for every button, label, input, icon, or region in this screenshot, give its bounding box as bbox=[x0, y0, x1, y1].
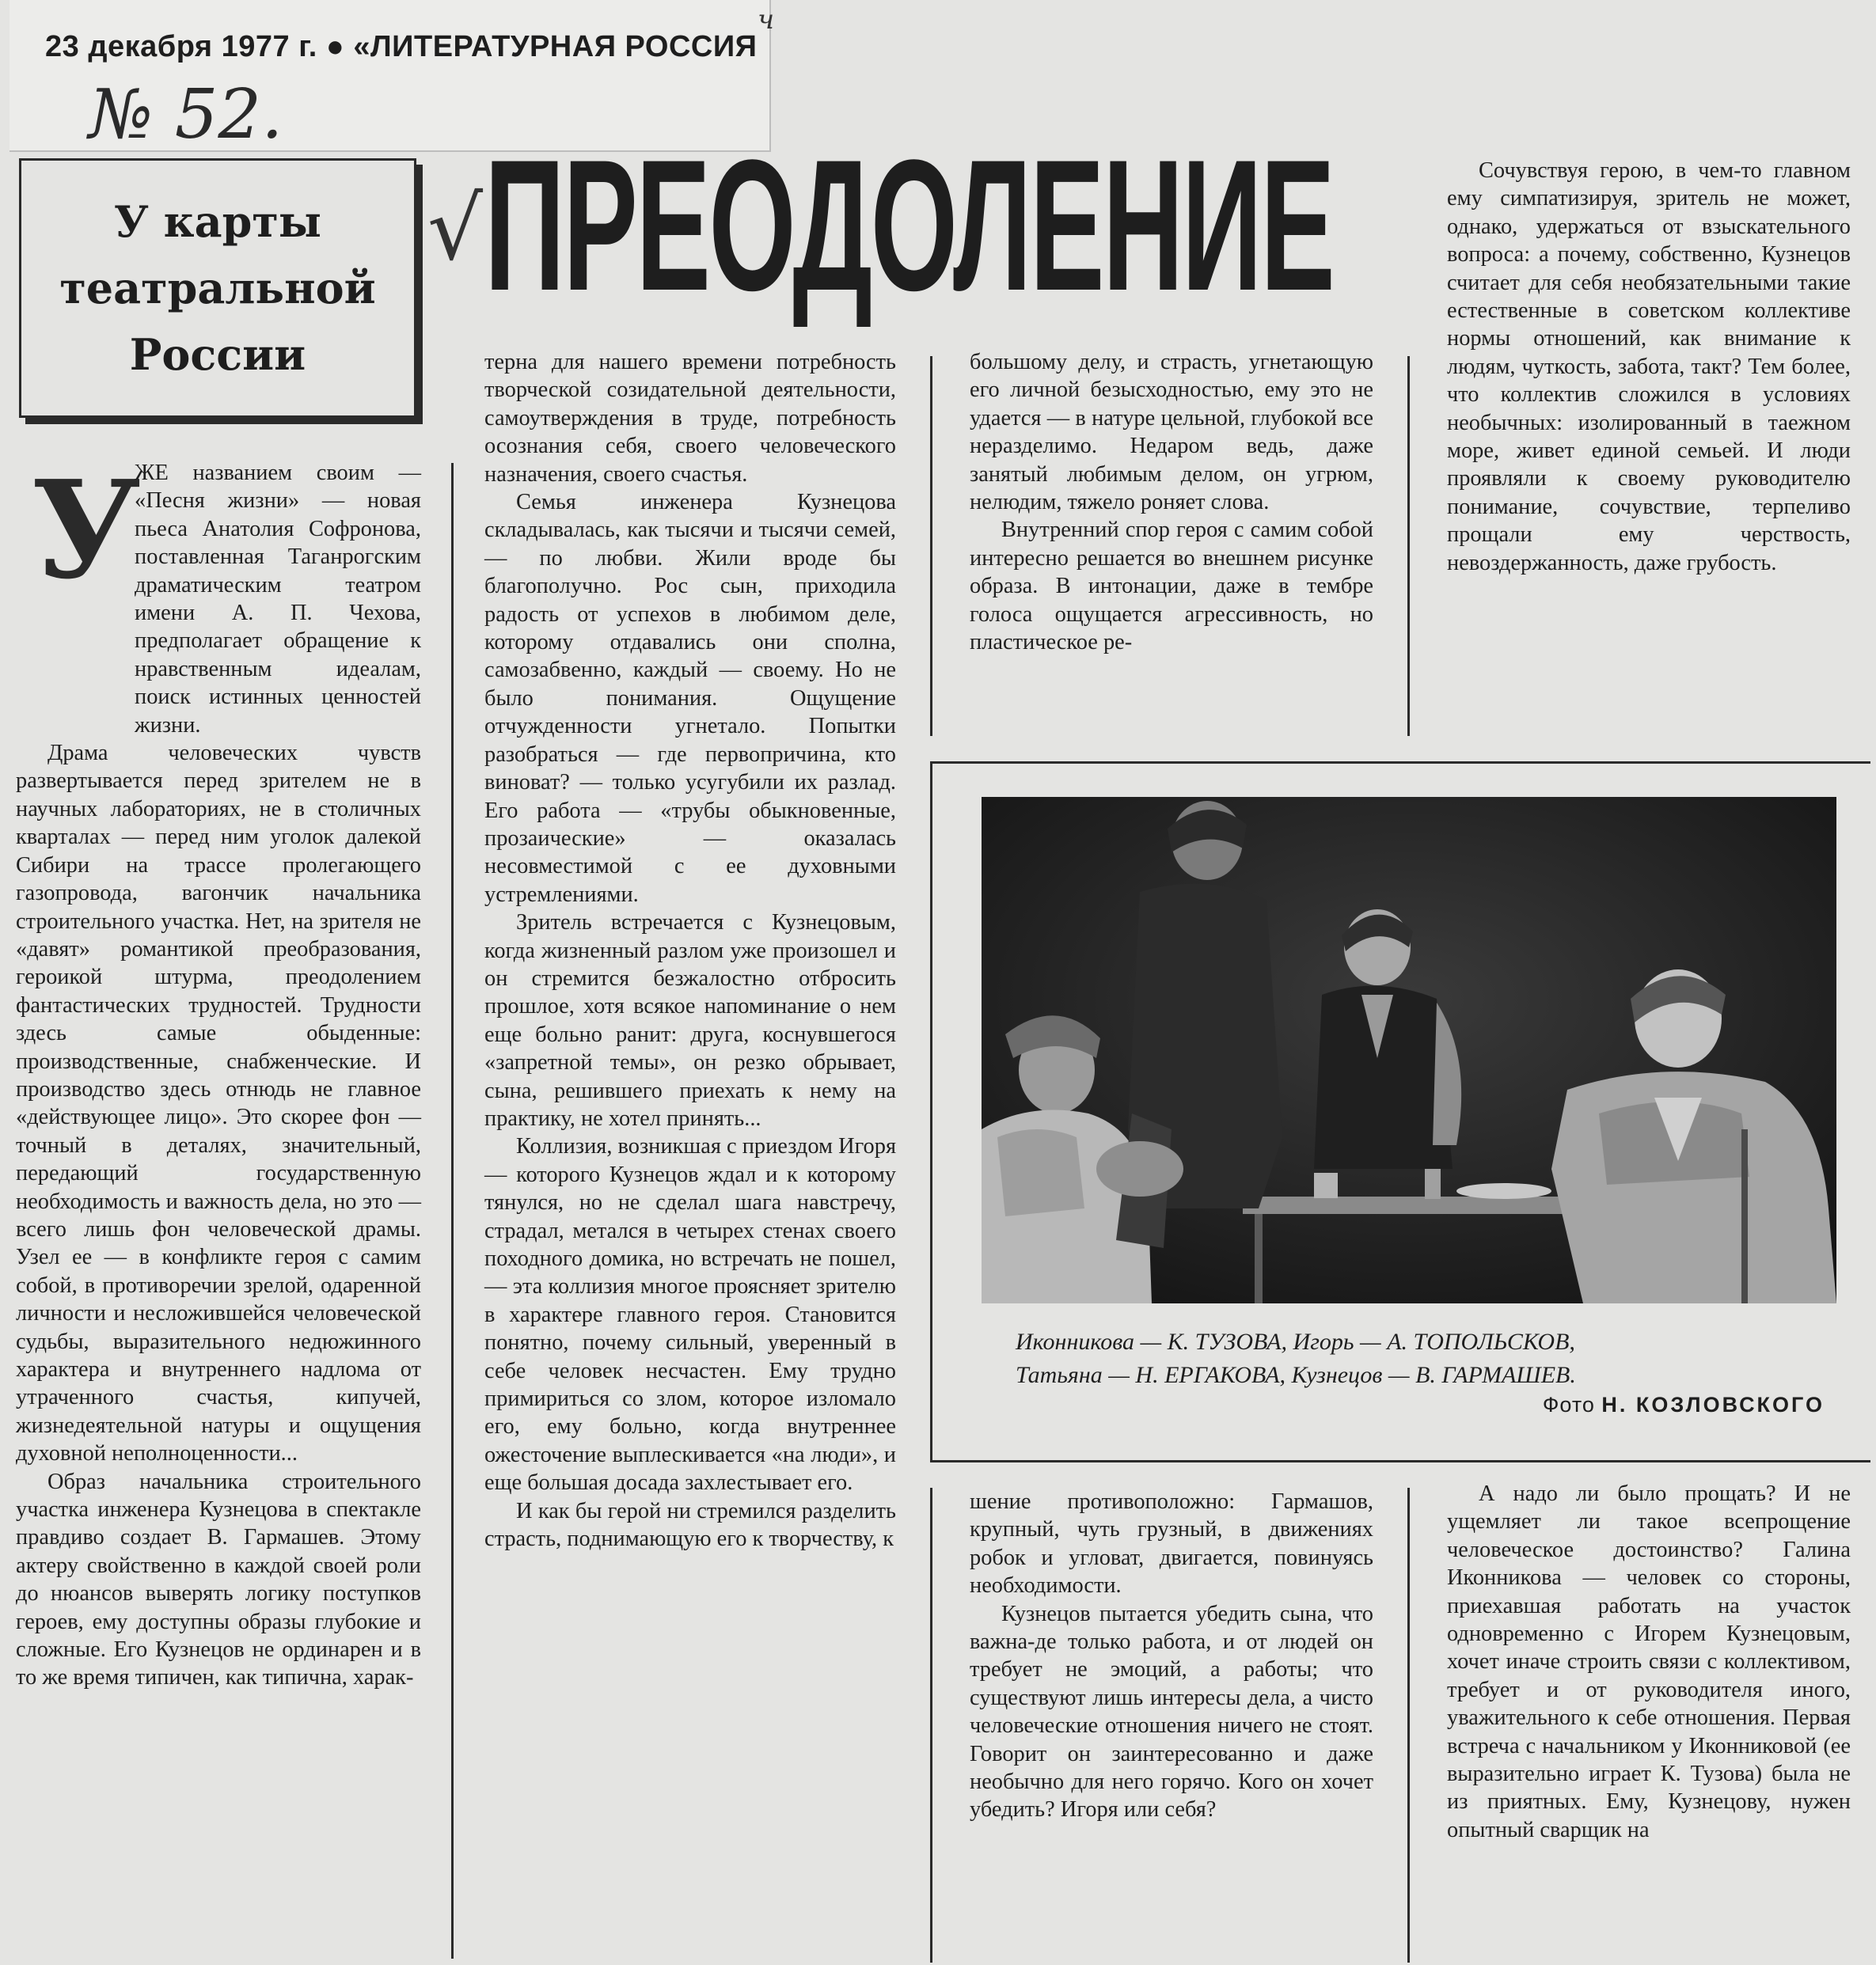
handwritten-corner-mark: ч bbox=[758, 4, 775, 36]
article-headline: ПРЕОДОЛЕНИЕ bbox=[484, 121, 1334, 330]
photo-credit bbox=[1543, 1393, 1825, 1417]
col3b-paragraph: Кузнецов пытается убедить сына, что важна-де только работа, и от людей он требует не эмоций, а работы; что существуют лишь интересы дела, а чисто человеческие отношения ничего не стоят. Говорит он заинтересованно и даже необычно для него горячо. Кого он хочет убедить? Игоря или себя? bbox=[970, 1601, 1373, 1823]
column-rule bbox=[930, 1488, 932, 1963]
column-rule bbox=[930, 356, 932, 736]
column-2 bbox=[484, 348, 896, 1963]
plate bbox=[1456, 1183, 1551, 1199]
table-leg bbox=[1255, 1214, 1263, 1303]
cup bbox=[1314, 1173, 1338, 1198]
col4b-paragraph: А надо ли было прощать? И не ущемляет ли такое всепрощение человеческое достоинство? Галина Иконникова — человек со стороны, приехавшая работать на участок одновременно с Игорем Кузнецовым, хочет иначе строить связи с коллективом, требует и от руководителя иного, уважительного к себе отношения. Первая встреча с начальником у Иконниковой (ее выразительно играет К. Тузова) была не из приятных. Ему, Кузнецову, нужен опытный сварщик на bbox=[1447, 1481, 1851, 1842]
column-4-top bbox=[1447, 157, 1851, 742]
column-3-top bbox=[970, 348, 1373, 736]
col3b-paragraph: шение противоположно: Гармашов, крупный, чуть грузный, в движениях робок и угловат, двигается, повинуясь необходимости. bbox=[970, 1489, 1373, 1599]
handwritten-issue-number: № 52. bbox=[89, 75, 283, 154]
column-1 bbox=[16, 451, 421, 1963]
col1-paragraph: Драма человеческих чувств развертывается перед зрителем не в научных лабораториях, не в столичных кварталах — перед ним уголок далекой Сибири на трассе пролегающего газопровода, вагончик начальника строительного участка. Нет, на зрителя не «давят» романтикой преобразования, героикой штурма, преодолением фантастических трудностей. Трудности здесь самые обыденные: производственные, снабженческие. И производство здесь отнюдь не главное «действующее лицо». Это скорее фон — точный в деталях, значительный, передающий государственную необходимость и важность дела, но это — всего лишь фон человеческой драмы. Узел ее — в конфликте героя с самим собой, в противоречии зрелой, одаренной личности и несложившейся человеческой судьбы, выразительного недюжинного характера и внутреннего надлома от утраченного счастья, кипучей, жизнедеятельной натуры и ощущения духовной неполноценности... bbox=[16, 741, 421, 1466]
column-rule bbox=[1407, 1488, 1410, 1963]
stage-photo-image bbox=[982, 797, 1836, 1303]
hat bbox=[1096, 1141, 1183, 1197]
stage-photo bbox=[982, 797, 1836, 1303]
photo-credit-name: Н. КОЗЛОВСКОГО bbox=[1601, 1393, 1825, 1417]
col2-paragraph: Коллизия, возникшая с приездом Игоря — которого Кузнецов ждал и к которому тянулся, но не сделал шага навстречу, страдал, метался в четырех стенах своего походного домика, но встречать не пошел, — эта коллизия многое проясняет зрителю в характере главного героя. Становится понятно, почему сильный, уверенный в себе человек несчастен. Ему трудно примириться со злом, которое изломало его, ему больно, когда внутреннее ожесточение выплескивается «на люди», и еще большая досада захлестывает его. bbox=[484, 1134, 896, 1496]
column-rule bbox=[451, 463, 454, 1959]
column-rule bbox=[1407, 356, 1410, 736]
handwritten-check-mark: √ bbox=[427, 178, 484, 279]
col4-paragraph: Сочувствуя герою, в чем-то главном ему симпатизируя, зритель не может, однако, удержаться от взыскательного вопроса: а почему, собственно, Кузнецов считает для себя необязательными такие естественные в советском коллективе нормы отношений, как внимание к людям, чуткость, забота, такт? Тем более, что коллектив сложился в условиях необычных: изолированный в таежном море, живет единой семьей. И люди проявляли к своему руководителю понимание, сочувствие, терпеливо прощали ему черствость, невоздержанность, даже грубость. bbox=[1447, 158, 1851, 575]
column-3-bottom bbox=[970, 1488, 1373, 1963]
col2-paragraph: терна для нашего времени потребность творческой созидательной деятельности, самоутверждения в труде, потребность осознания себя, своего человеческого назначения, своего счастья. bbox=[484, 350, 896, 487]
bottle bbox=[1425, 1169, 1441, 1199]
col2-paragraph: И как бы герой ни стремился разделить страсть, поднимающую его к творчеству, к bbox=[484, 1498, 896, 1552]
rubric-title: У карты театральной России bbox=[59, 196, 376, 380]
col1-paragraph: Образ начальника строительного участка инженера Кузнецова в спектакле правдиво создает В. Гармашев. Этому актеру свойственно в каждой своей роли до нюансов выверять логику поступков героев, ему доступны образы глубокие и сложные. Его Кузнецов не ординарен и в то же время типичен, как типична, харак- bbox=[16, 1469, 421, 1690]
chair-frame bbox=[1741, 1129, 1748, 1303]
woman-coat-shade bbox=[997, 1129, 1084, 1216]
column-4-bottom bbox=[1447, 1480, 1851, 1963]
photo-credit-label: Фото bbox=[1542, 1393, 1595, 1417]
drop-cap: У bbox=[32, 451, 141, 609]
col1-paragraph: ЖЕ названием своим — «Песня жизни» — новая пьеса Анатолия Софронова, поставленная Таганрогским драматическим театром имени А. П. Чехова, предполагает обращение к нравственным идеалам, поиск истинных ценностей жизни. bbox=[135, 461, 421, 738]
photo-caption: Иконникова — К. ТУЗОВА, Игорь — А. ТОПОЛЬСКОВ, Татьяна — Н. ЕРГАКОВА, Кузнецов — В. ГАРМАШЕВ. bbox=[1016, 1329, 1576, 1388]
col3-paragraph: Внутренний спор героя с самим собой интересно решается во внешнем рисунке образа. В интонации, даже в тембре голоса ощущается агрессивность, но пластическое ре- bbox=[970, 518, 1373, 655]
dateline: 23 декабря 1977 г. ● «ЛИТЕРАТУРНАЯ РОССИЯ bbox=[45, 30, 758, 63]
col2-paragraph: Зритель встречается с Кузнецовым, когда жизненный разлом уже произошел и он стремится безжалостно отбросить прошлое, хотя всякое напоминание о нем еще больно ранит: друга, коснувшегося «запретной темы», он резко обрывает, сына, решившего приехать к нему на практику, не хотел принять... bbox=[484, 910, 896, 1131]
col3-paragraph: большому делу, и страсть, угнетающую его личной безысходностью, ему это не удается — в натуре цельной, глубокой все неразделимо. Недаром ведь, даже занятый любимым делом, он угрюм, нелюдим, тяжело роняет слова. bbox=[970, 350, 1373, 515]
rubric-box bbox=[19, 158, 416, 418]
col2-paragraph: Семья инженера Кузнецова складывалась, как тысячи и тысячи семей, — по любви. Жили вроде бы благополучно. Рос сын, приходила радость от успехов в любимом деле, которому отдавались они сполна, самозабвенно, каждый — своему. Но не было понимания. Ощущение отчужденности угнетало. Попытки разобраться — где первопричина, кто виноват? — только усугубили их разлад. Его работа — «трубы обыкновенные, прозаические» — оказалась несовместимой с ее духовными устремлениями. bbox=[484, 490, 896, 907]
photo-block bbox=[930, 761, 1870, 1462]
